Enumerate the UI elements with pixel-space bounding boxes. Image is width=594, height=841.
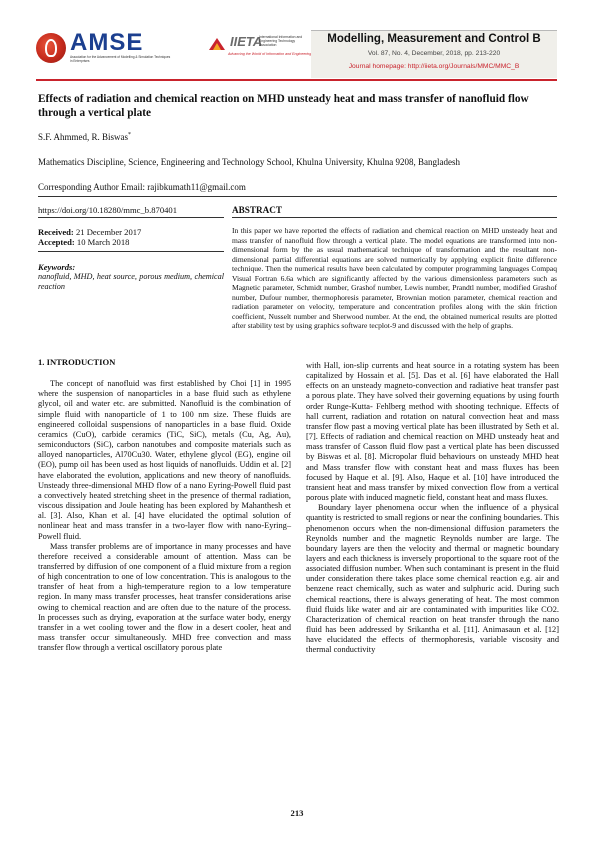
doi-link[interactable]: https://doi.org/10.18280/mmc_b.870401 [38,205,178,215]
accepted-line [38,237,129,247]
iieta-tagline: Advancing the World of Information and Engineering [228,52,312,56]
amse-emblem-icon [36,33,66,63]
accepted-date: 10 March 2018 [76,237,130,247]
amse-wordmark: AMSE [70,29,144,56]
received-label: Received: [38,227,74,237]
body-paragraph: Boundary layer phenomena occur when the influence of a physical quantity is restricted to small regions or near the confining boundaries. This phenomenon occurs when the non-dimensional diffusion parameters the Reynolds number and the magnetic Reynolds number are large. The boundary layers are then the velocity and thermal or magnetic boundary layers and each thickness is inversely proportional to the square root of the associated diffusion number. When such contaminant is present in the fluid under consideration there takes place some chemical reaction e.g. air and benzene react chemically, such as water and sulphuric acid. During such chemical reactions, there is always generating of heat. The most common fluid fluids like water and air are contaminated with impurities like CO2. Characterization of chemical reaction on heat transfer through the nano fluid has been addressed by Srikantha et al. [11]. Animasaun et al. [12] have elucidated the effects of thermophoresis, variable viscosity and thermal conductivity [306,503,559,655]
author-names: S.F. Ahmmed, R. Biswas [38,132,129,142]
amse-logo [36,29,174,66]
body-paragraph: with Hall, ion-slip currents and heat source in a rotating system has been capitalized by Hossain et al. [5]. Das et al. [6] have elaborated the Hall effects on an unsteady magneto-convection and radiative heat transfer past a porous plate. They have solved their governing equations by using fourth order Runge-Kutta- Fehlberg method with shooting technique. Effects of hall current, radiation and rotation on natural convection heat and mass transfer flow past a moving vertical plate has been illustrated by Seth et al. [7]. Effects of radiation and chemical reaction on MHD unsteady heat and mass transfer of Casson fluid flow past a vertical plate has been discussed by Biswas et al. [8]. Micropolar fluid behaviours on unsteady MHD heat and Mass transfer flow with constant heat and mass fluxes has been focused by Haque et al. [9]. Also, Haque et al. [10] have introduced the transient heat and mass transfer by mixed convection flow from a vertical porous plate with induced magnetic field, constant heat and mass fluxes. [306,361,559,503]
abstract-heading: ABSTRACT [232,205,283,215]
iieta-emblem-icon [207,36,227,52]
iieta-logo [207,32,312,66]
paper-title: Effects of radiation and chemical reaction on MHD unsteady heat and mass transfer of nanofluid flow through a vertical plate [38,93,529,119]
journal-header-box [311,30,557,78]
body-right-column [306,361,559,656]
corresponding-author: Corresponding Author Email: rajibkumath11@gmail.com [38,182,246,192]
keywords-heading: Keywords: [38,262,76,272]
body-left-column [38,357,291,653]
doi-divider [38,217,224,218]
section-heading: 1. INTRODUCTION [38,357,116,367]
journal-volume: Vol. 87, No. 4, December, 2018, pp. 213-220 [367,50,501,57]
body-paragraph: The concept of nanofluid was first established by Choi [1] in 1995 where the suspension of nanoparticles in a base fluid such as ethylene glycol, oil and water etc. are submitted. Nanofluid is the combination of simple fluid with nanoparticle of 1 to 100 nm size. These fluids are engineered colloidal suspensions of nanoparticles in a base fluid. Oxide ceramics (CuO), carbide ceramics (TiC, SiC), metals (Cu, Ag, Au), semiconductors (SiC), carbon nanotubes and composite materials such as alloyed nanoparticles, Al70Cu30. Water, ethylene glycol (EG), engine oil (EO), pump oil has been used as host liquids of nanofluids. Uddin et al. [2] have elaborated the evolution, applications and new theory of nanofluids. Unsteady three-dimensional MHD flow of a nano Eyring-Powell fluid past a convectively heated stretching sheet in the presence of thermal radiation, viscous dissipation and Joule heating has been explored by Mahanthesh et al. [3]. Also, Khan et al. [4] have elucidated the optimal solution of nonlinear heat and mass transfer in a two-layer flow with nano-Eyring–Powell fluid. [38,379,291,541]
journal-title: Modelling, Measurement and Control B [327,33,541,45]
iieta-org-name: International Information and Engineering Technology Association [259,35,303,47]
amse-tagline: Association for the Advancement of Modelling & Simulation Techniques in Enterprises [70,55,171,63]
abstract-divider [232,217,557,218]
received-date: 21 December 2017 [75,227,142,237]
accepted-label: Accepted: [38,237,75,247]
dates-divider [38,251,224,252]
body-paragraph: Mass transfer problems are of importance in many processes and have therefore received a considerable amount of attention. Mass can be transferred by diffusion of one component of a fluid mixture from a region of high concentration to one of low concentration. This is analogous to the transfer of heat from a high-temperature region to a low temperature region. In many mass transfer processes, heat transfer considerations arise owing to chemical reaction and are often due to the nature of the process. In processes such as drying, evaporation at the surface water body, energy transfer in a wet cooling tower and the flow in a desert cooler, heat and mass transfer occur simultaneously. MHD free convection and mass transfer flow through a vertical oscillatory porous plate [38,541,291,653]
affiliation: Mathematics Discipline, Science, Engineering and Technology School, Khulna University, Khulna 9208, Bangladesh [38,157,461,167]
corresponding-mark: * [128,132,132,138]
abstract-text: In this paper we have reported the effects of radiation and chemical reaction on MHD unsteady heat and mass transfer of nanofluid flow through a vertical plate. The model equations are transformed into non-dimensional form by the as usual mathematical technique of transformation and the resultant non-dimensional partial differential equations are solved numerically by applying explicit finite difference technique. Then the numerical results have been calculated by computer programming languages Compaq Visual Fortran 6.6a which are significantly affected by the various dimensionless parameters such as Magnetic parameter, Schmidt number, Grashof number, Lewis number, Prandtl number, modified Grashof number, Dufour number, thermophoresis parameter, Brownian motion parameter, chemical reaction and radiation parameter on velocity, temperature and concentration profiles along with the skin friction coefficient, Nusselt number and Sherwood number. At the end, the obtained numerical results are plotted after stability test by using graphics software tecplot-9 and discussed with the help of graphs. [232,226,557,331]
header-divider [36,79,557,81]
authors [38,132,131,142]
iieta-wordmark: IIETA [230,34,263,49]
title-divider [38,196,557,197]
received-line [38,227,141,237]
journal-homepage-link[interactable]: Journal homepage: http://iieta.org/Journals/MMC/MMC_B [348,63,520,70]
keywords: nanofluid, MHD, heat source, porous medium, chemical reaction [38,272,224,291]
page-number: 213 [290,808,304,818]
